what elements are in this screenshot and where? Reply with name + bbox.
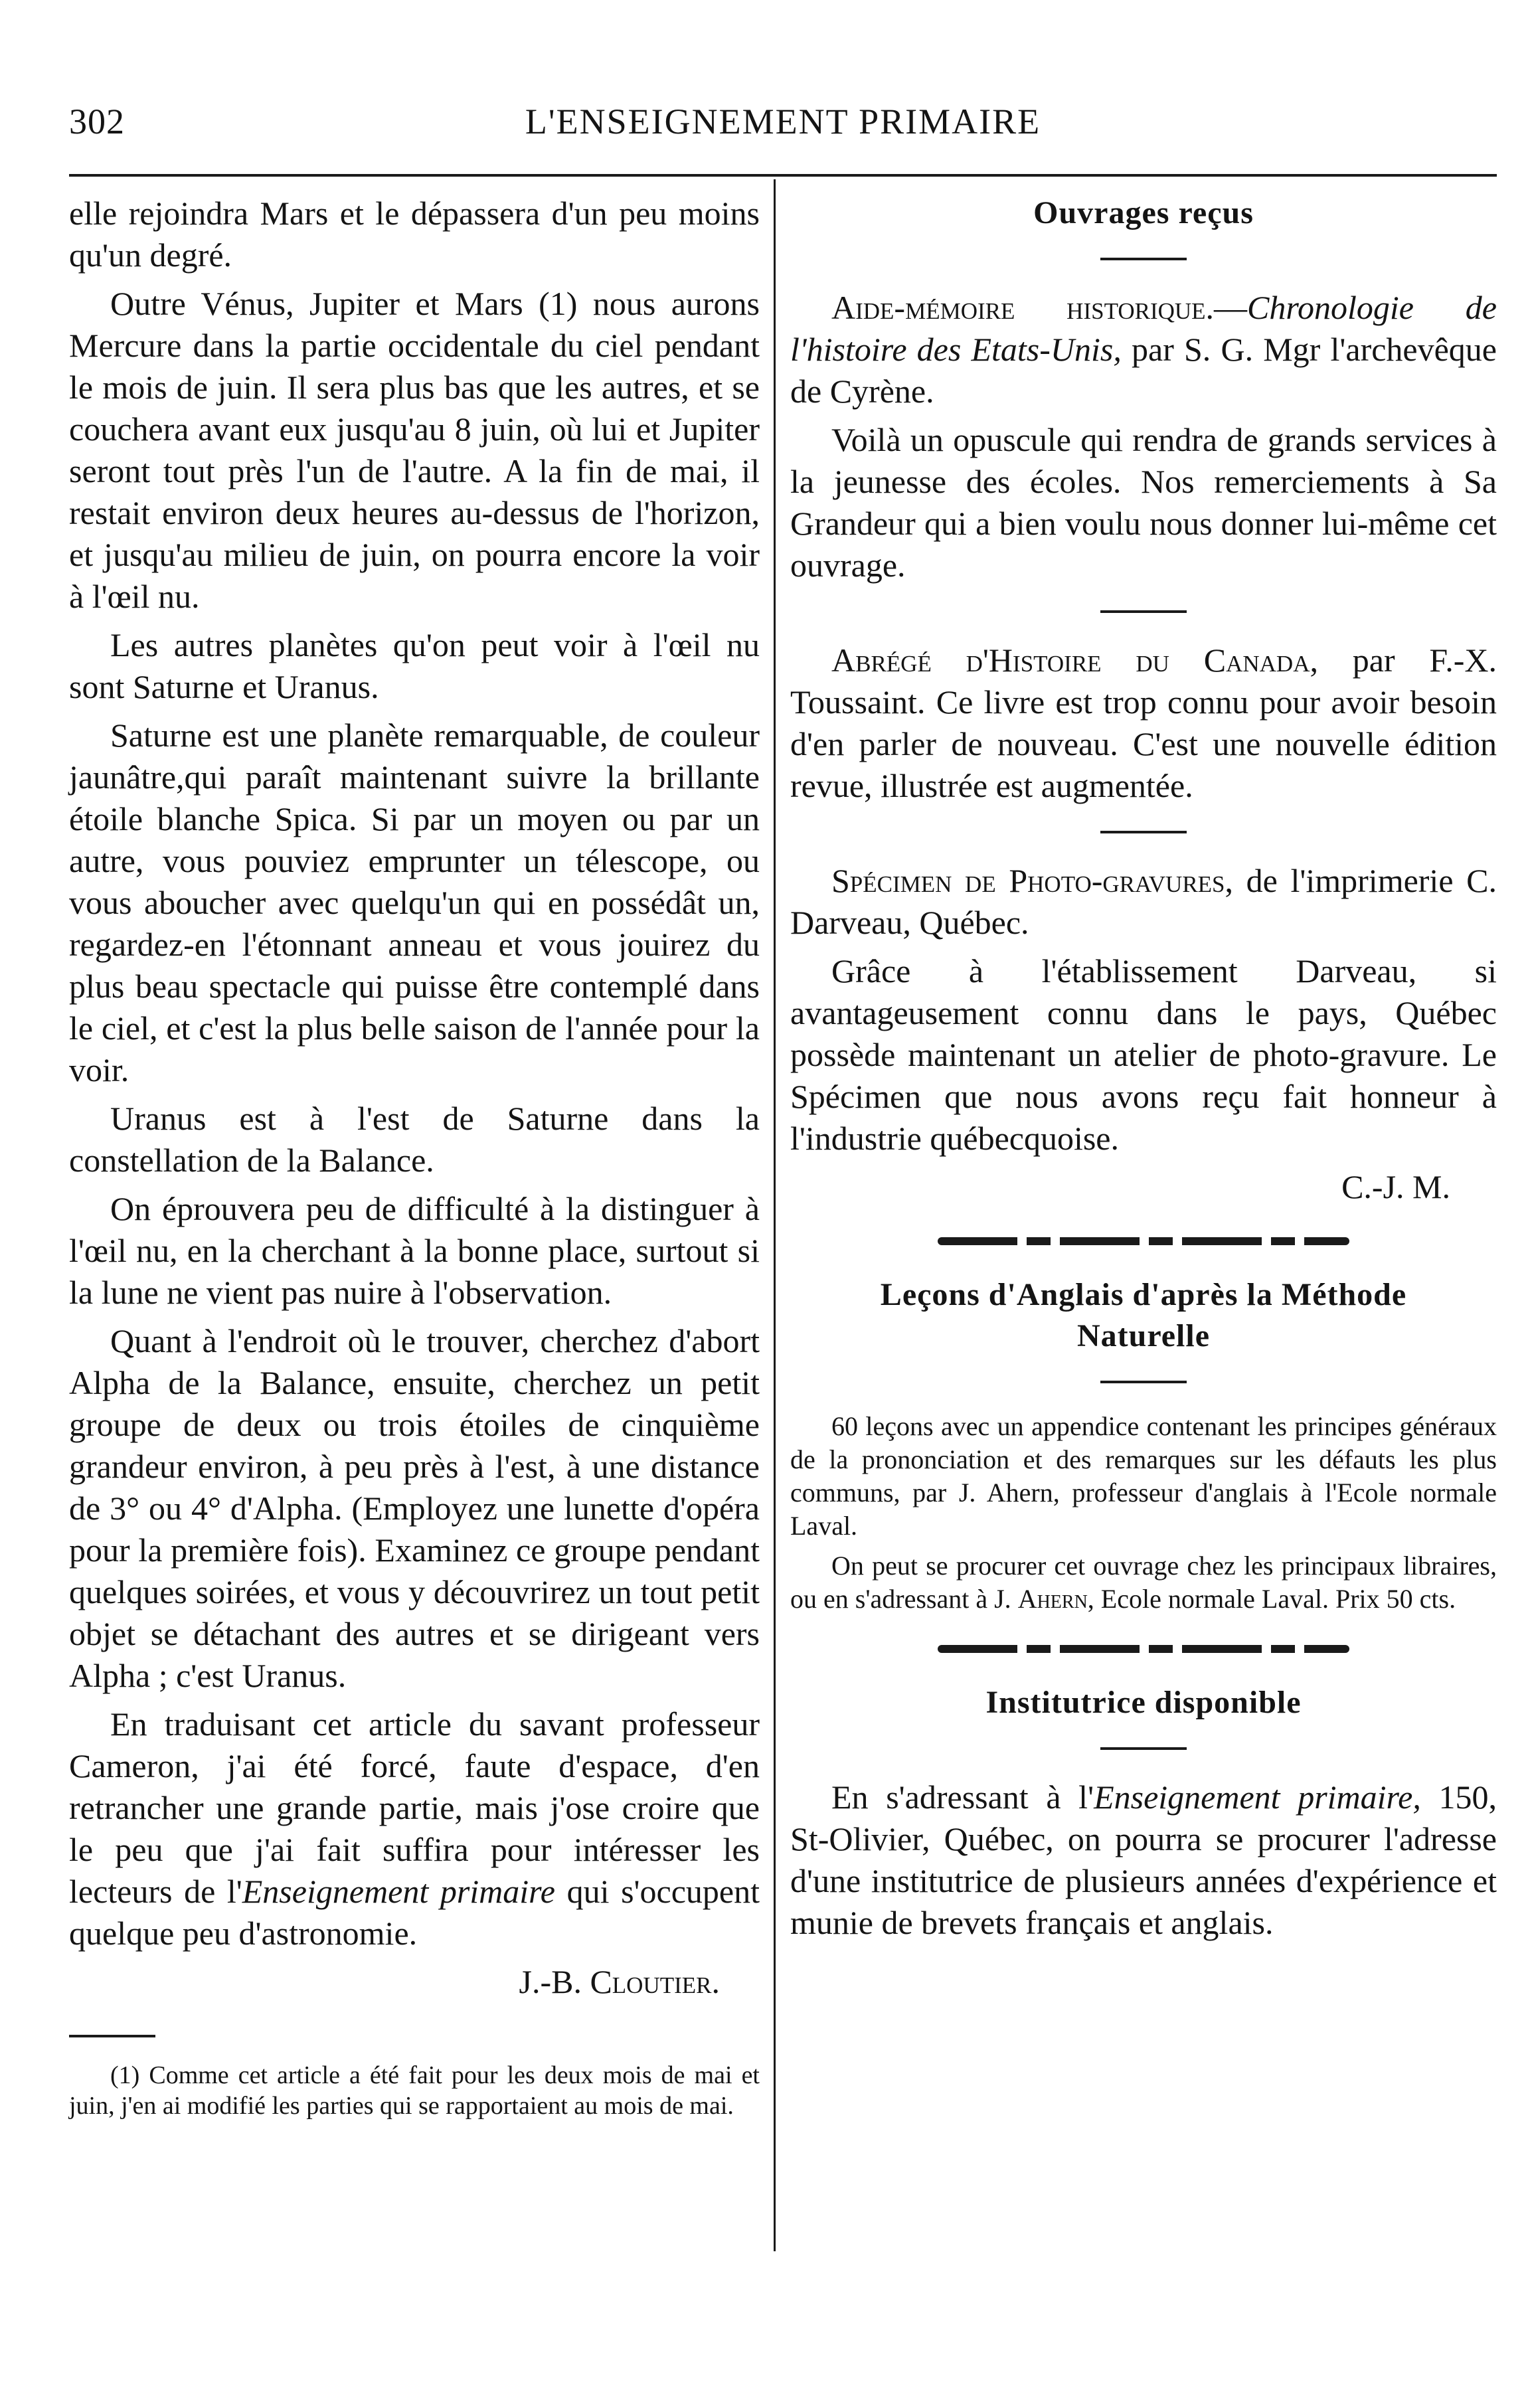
paragraph: Quant à l'endroit où le trouver, cherchez d'abort Alpha de la Balance, ensuite, cherchez un petit groupe de deux ou trois étoiles de cinquième grandeur environ, à peu près à l'est, à une distance de 3° ou 4° d'Alpha. (Employez une lunette d'opéra pour la première fois). Examinez ce groupe pendant quelques soirées, et vous y découvrirez un tout petit objet se détachant des autres et se dirigeant vers Alpha ; c'est Uranus.: [69, 1322, 760, 1694]
paragraph: On éprouvera peu de difficulté à la distinguer à l'œil nu, en la cherchant à la bonne place, surtout si la lune ne vient pas nuire à l'observation.: [69, 1190, 760, 1311]
paragraph: elle rejoindra Mars et le dépassera d'un peu moins qu'un degré.: [69, 195, 760, 274]
paragraph-text: qui s'occupent quelque peu d'astronomie.: [69, 1873, 760, 1952]
author-name: Ahern: [1017, 1584, 1088, 1614]
section-title: Institutrice disponible: [985, 1685, 1302, 1720]
book-entry: [790, 287, 1497, 412]
paragraph-text: En traduisant cet article du savant professeur Cameron, j'ai été forcé, faute d'espace, d'en retrancher une grande partie, mais j'ose croire que le peu que j'ai fait suffira pour intéresser les lecteurs de l': [69, 1705, 760, 1910]
paragraph: Saturne est une planète remarquable, de couleur jaunâtre,qui paraît maintenant suivre la brillante étoile blanche Spica. Si par un moyen ou par un autre, vous pouviez emprunter un télescope, ou vous aboucher avec quelqu'un qui en possédât un, regardez-en l'étonnant anneau et vous jouirez du plus beau spectacle qui puisse être contemplé dans le ciel, et c'est la plus belle saison de l'année pour la voir.: [69, 717, 760, 1088]
paragraph-text: , Ecole normale Laval. Prix 50 cts.: [1087, 1584, 1456, 1614]
paragraph-text: 150, St-Olivier, Québec, on pourra se procurer l'adresse d'une institutrice de plusieurs années d'expérience et munie de brevets français et anglais.: [790, 1778, 1497, 1941]
section-rule: [1100, 831, 1187, 833]
paragraph: Grâce à l'établissement Darveau, si avantageusement connu dans le pays, Québec possède maintenant un atelier de photo-gravure. Le Spécimen que nous avons reçu fait honneur à l'industrie québecquoise.: [790, 952, 1497, 1157]
paragraph: [790, 1776, 1497, 1944]
footnote-rule: [69, 2035, 155, 2037]
paragraph: Voilà un opuscule qui rendra de grands services à la jeunesse des écoles. Nos remerciements à Sa Grandeur qui a bien voulu nous donner lui-même cet ouvrage.: [790, 421, 1497, 584]
book-author: par S. G. Mgr l'archevêque de Cyrène.: [790, 331, 1497, 410]
journal-title: Enseignement primaire,: [1094, 1778, 1421, 1816]
section-title-line: Leçons d'Anglais d'après la Méthode: [880, 1277, 1407, 1312]
paragraph-text: En s'adressant à l': [831, 1778, 1094, 1816]
page-number: 302: [69, 102, 125, 141]
paragraph: Uranus est à l'est de Saturne dans la constellation de la Balance.: [69, 1100, 760, 1179]
right-column: [790, 193, 1497, 1950]
signature: C.-J. M.: [1341, 1168, 1450, 1205]
section-title-line: Naturelle: [1076, 1318, 1211, 1353]
section-title: Ouvrages reçus: [1033, 195, 1254, 230]
section-title: [790, 1274, 1497, 1357]
ornament-divider: [938, 1645, 1349, 1653]
journal-title: Enseignement primaire: [242, 1873, 555, 1910]
paragraph: 60 leçons avec un appendice contenant les principes généraux de la prononciation et des remarques sur les défauts les plus communs, par J. Ahern, professeur d'anglais à l'Ecole normale Laval.: [790, 1411, 1497, 1541]
paragraph: [69, 1703, 760, 1954]
book-entry: [790, 860, 1497, 944]
footnote: (1) Comme cet article a été fait pour les deux mois de mai et juin, j'en ai modifié les parties qui se rapportaient au mois de mai.: [69, 2061, 760, 2120]
book-publisher: de l'imprimerie C. Darveau, Québec.: [790, 862, 1497, 941]
book-title: Abrégé d'Histoire du Canada,: [831, 642, 1318, 679]
section-rule: [1100, 1747, 1187, 1750]
left-column: [69, 193, 760, 2128]
book-title: Aide-mémoire historique.: [831, 289, 1215, 326]
paragraph: [790, 1549, 1497, 1616]
running-title: L'ENSEIGNEMENT PRIMAIRE: [525, 102, 1041, 141]
section-rule: [1100, 258, 1187, 260]
paragraph: Les autres planètes qu'on peut voir à l'œil nu sont Saturne et Uranus.: [69, 626, 760, 705]
dash: —: [1214, 289, 1248, 326]
paragraph: Outre Vénus, Jupiter et Mars (1) nous aurons Mercure dans la partie occidentale du ciel pendant le mois de juin. Il sera plus bas que les autres, et se couchera avant eux jusqu'au 8 juin, où lui et Jupiter seront tout près l'un de l'autre. A la fin de mai, il restait environ deux heures au-dessus de l'horizon, et jusqu'au milieu de juin, on pourra encore la voir à l'œil nu.: [69, 285, 760, 615]
book-entry: [790, 640, 1497, 807]
header-rule: [69, 174, 1497, 177]
page-header: [69, 92, 1497, 151]
book-description: par F.-X. Toussaint. Ce livre est trop connu pour avoir besoin d'en parler de nouveau. C'est une nouvelle édition revue, illustrée est augmentée.: [790, 642, 1497, 804]
paragraph-text: On peut se procurer cet ouvrage chez les principaux libraires, ou en s'adressant à J.: [790, 1551, 1497, 1614]
book-subtitle: Chronologie de l'histoire des Etats-Unis,: [790, 289, 1497, 368]
ornament-divider: [938, 1237, 1349, 1245]
section-rule: [1100, 1381, 1187, 1383]
signature: J.-B. Cloutier.: [519, 1963, 720, 2000]
section-rule: [1100, 610, 1187, 613]
book-title: Spécimen de Photo-gravures,: [831, 862, 1234, 899]
column-divider: [774, 179, 776, 2251]
